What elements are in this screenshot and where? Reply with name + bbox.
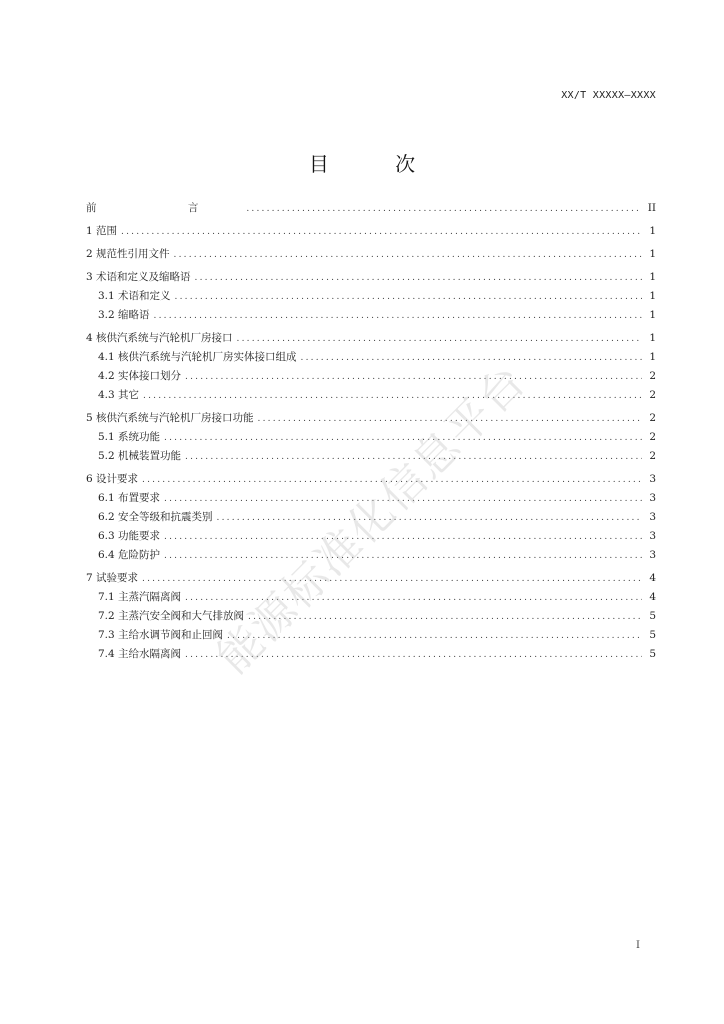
- toc-entry-page: 5: [649, 648, 656, 660]
- toc-leader-dots: [164, 429, 642, 448]
- toc-entry-label: 6.1 布置要求: [98, 492, 161, 504]
- toc-entry[interactable]: [86, 428, 656, 447]
- toc-entry[interactable]: [86, 569, 656, 588]
- toc-entry-page: 2: [649, 431, 656, 443]
- toc-entry-page: 1: [649, 290, 656, 302]
- toc-entry-page: 4: [649, 591, 656, 603]
- toc-entry-label: 5.1 系统功能: [98, 431, 161, 443]
- toc-entry-label: 4.1 核供汽系统与汽轮机厂房实体接口组成: [98, 351, 297, 363]
- toc-entry-page: 1: [649, 271, 656, 283]
- toc-entry[interactable]: [86, 287, 656, 306]
- toc-entry-page: 1: [649, 332, 656, 344]
- toc-leader-dots: [185, 589, 642, 608]
- toc-entry-page: 3: [649, 473, 656, 485]
- toc-entry-page: II: [647, 202, 656, 214]
- toc-entry-page: 2: [649, 450, 656, 462]
- toc-entry[interactable]: [86, 329, 656, 348]
- toc-entry-label: 2 规范性引用文件: [86, 248, 170, 260]
- toc-entry[interactable]: [86, 199, 656, 218]
- toc-entry[interactable]: [86, 245, 656, 264]
- toc-entry-page: 3: [649, 511, 656, 523]
- toc-entry-label: 7.1 主蒸汽隔离阀: [98, 591, 182, 603]
- toc-entry-page: 3: [649, 492, 656, 504]
- toc-title: 目 次: [308, 152, 446, 176]
- toc-entry[interactable]: [86, 508, 656, 527]
- toc-leader-dots: [246, 200, 642, 219]
- table-of-contents: [86, 199, 656, 664]
- toc-leader-dots: [164, 547, 642, 566]
- toc-leader-dots: [185, 646, 642, 665]
- toc-entry-page: 3: [649, 549, 656, 561]
- toc-leader-dots: [164, 528, 642, 547]
- toc-entry-label: 6 设计要求: [86, 473, 139, 485]
- toc-entry-page: 5: [649, 629, 656, 641]
- toc-entry-label: 6.4 危险防护: [98, 549, 161, 561]
- toc-leader-dots: [301, 349, 642, 368]
- toc-entry[interactable]: [86, 607, 656, 626]
- toc-entry-page: 1: [649, 351, 656, 363]
- toc-entry-label: 4.3 其它: [98, 389, 140, 401]
- toc-leader-dots: [142, 471, 642, 490]
- toc-entry-label: 7.3 主给水调节阀和止回阀: [98, 629, 224, 641]
- toc-entry[interactable]: [86, 268, 656, 287]
- toc-entry[interactable]: [86, 348, 656, 367]
- toc-entry-label: 前 言: [86, 202, 243, 214]
- toc-leader-dots: [258, 410, 642, 429]
- toc-entry-page: 1: [649, 225, 656, 237]
- toc-entry-label: 6.2 安全等级和抗震类别: [98, 511, 213, 523]
- page-number: I: [636, 940, 640, 951]
- toc-entry-label: 4.2 实体接口划分: [98, 370, 182, 382]
- toc-entry-page: 2: [649, 370, 656, 382]
- toc-entry-label: 4 核供汽系统与汽轮机厂房接口: [86, 332, 233, 344]
- toc-entry-page: 2: [649, 389, 656, 401]
- toc-entry[interactable]: [86, 626, 656, 645]
- toc-entry[interactable]: [86, 306, 656, 325]
- toc-entry-label: 3 术语和定义及缩略语: [86, 271, 191, 283]
- watermark: 能源标准化信息平台: [207, 355, 537, 684]
- toc-leader-dots: [174, 246, 642, 265]
- toc-entry[interactable]: [86, 470, 656, 489]
- toc-leader-dots: [237, 330, 642, 349]
- toc-entry-page: 5: [649, 610, 656, 622]
- toc-entry[interactable]: [86, 527, 656, 546]
- toc-leader-dots: [195, 269, 642, 288]
- toc-entry-label: 5 核供汽系统与汽轮机厂房接口功能: [86, 412, 254, 424]
- toc-entry[interactable]: [86, 645, 656, 664]
- toc-leader-dots: [121, 223, 642, 242]
- toc-entry[interactable]: [86, 546, 656, 565]
- toc-leader-dots: [175, 288, 642, 307]
- toc-entry[interactable]: [86, 386, 656, 405]
- toc-entry-page: 4: [649, 572, 656, 584]
- toc-entry[interactable]: [86, 588, 656, 607]
- toc-entry[interactable]: [86, 489, 656, 508]
- toc-entry-label: 3.2 缩略语: [98, 309, 150, 321]
- toc-leader-dots: [154, 307, 642, 326]
- toc-leader-dots: [142, 570, 642, 589]
- toc-entry-label: 7.2 主蒸汽安全阀和大气排放阀: [98, 610, 245, 622]
- toc-entry-label: 6.3 功能要求: [98, 530, 161, 542]
- toc-leader-dots: [227, 627, 642, 646]
- toc-entry-page: 1: [649, 309, 656, 321]
- toc-leader-dots: [217, 509, 642, 528]
- toc-entry-label: 7 试验要求: [86, 572, 139, 584]
- toc-entry-page: 2: [649, 412, 656, 424]
- toc-leader-dots: [185, 368, 642, 387]
- toc-leader-dots: [248, 608, 642, 627]
- toc-entry[interactable]: [86, 447, 656, 466]
- toc-entry-label: 5.2 机械装置功能: [98, 450, 182, 462]
- toc-entry[interactable]: [86, 367, 656, 386]
- toc-entry-label: 1 范围: [86, 225, 118, 237]
- toc-leader-dots: [185, 448, 642, 467]
- toc-entry-label: 7.4 主给水隔离阀: [98, 648, 182, 660]
- document-code: XX/T XXXXX—XXXX: [561, 90, 656, 101]
- toc-entry-page: 1: [649, 248, 656, 260]
- toc-entry-page: 3: [649, 530, 656, 542]
- toc-leader-dots: [164, 490, 642, 509]
- toc-entry[interactable]: [86, 222, 656, 241]
- toc-entry[interactable]: [86, 409, 656, 428]
- toc-leader-dots: [143, 387, 642, 406]
- toc-entry-label: 3.1 术语和定义: [98, 290, 171, 302]
